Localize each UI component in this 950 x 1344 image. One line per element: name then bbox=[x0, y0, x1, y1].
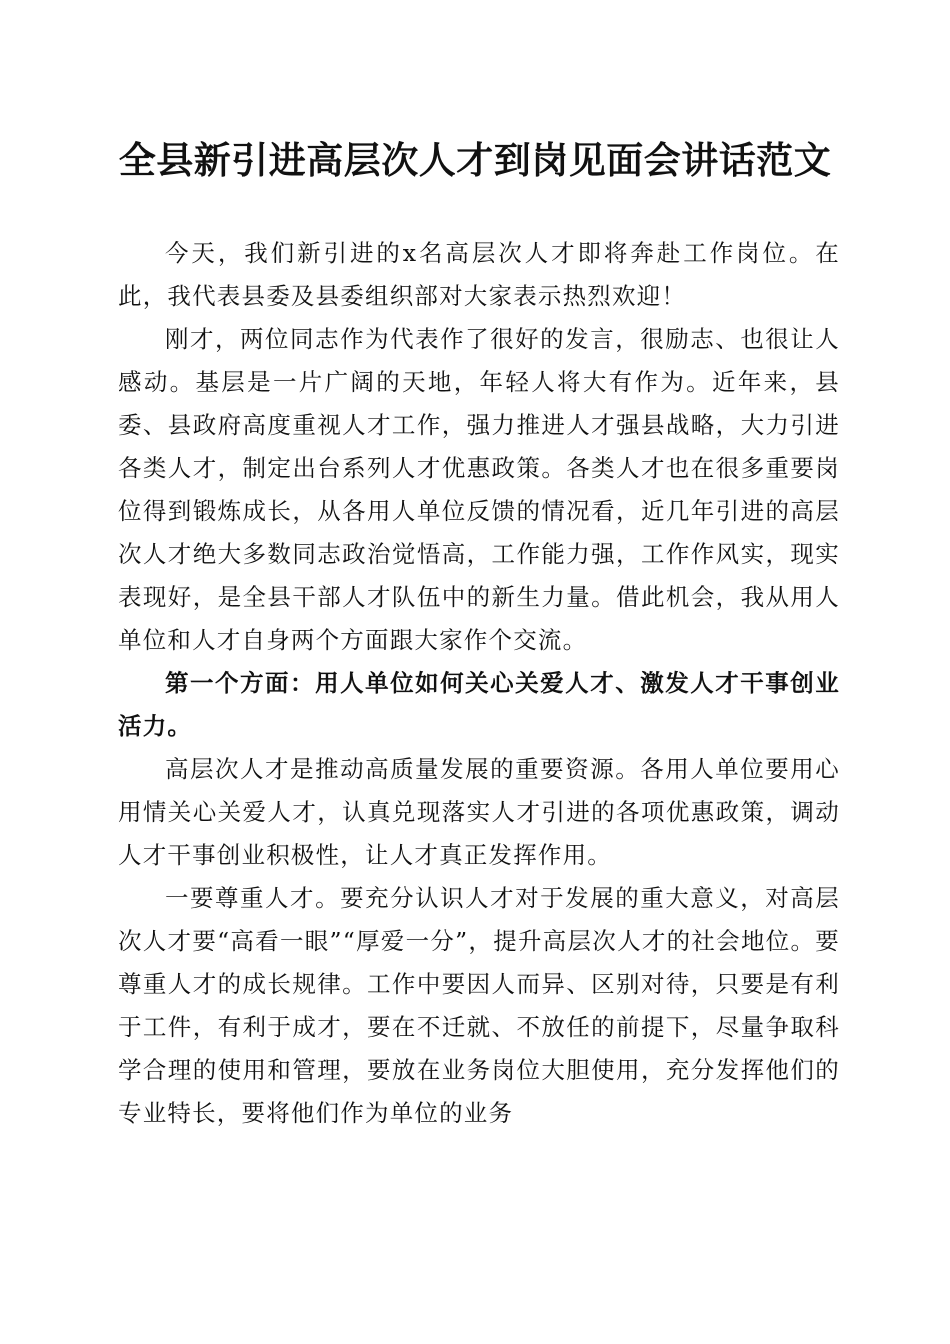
section-heading-first-aspect: 第一个方面：用人单位如何关心关爱人才、激发人才干事创业活力。 bbox=[118, 669, 840, 740]
paragraph-achievements: 刚才，两位同志作为代表作了很好的发言，很励志、也很让人感动。基层是一片广阔的天地，年轻人将大有作为。近年来，县委、县政府高度重视人才工作，强力推进人才强县战略，大力引进各类人才，制定出台系列人才优惠政策。各类人才也在很多重要岗位得到锻炼成长，从各用人单位反馈的情况看，近几年引进的高层次人才绝大多数同志政治觉悟高，工作能力强，工作作风实，现实表现好，是全县干部人才队伍中的新生力量。借此机会，我从用人单位和人才自身两个方面跟大家作个交流。 bbox=[118, 325, 840, 654]
document-title: 全县新引进高层次人才到岗见面会讲话范文 bbox=[118, 138, 832, 182]
paragraph-talent-resources: 高层次人才是推动高质量发展的重要资源。各用人单位要用心用情关心关爱人才，认真兑现落实人才引进的各项优惠政策，调动人才干事创业积极性，让人才真正发挥作用。 bbox=[118, 755, 840, 869]
paragraph-welcome: 今天，我们新引进的x名高层次人才即将奔赴工作岗位。在此，我代表县委及县委组织部对大家表示热烈欢迎！ bbox=[118, 239, 840, 310]
paragraph-respect-talent: 一要尊重人才。要充分认识人才对于发展的重大意义，对高层次人才要“高看一眼”“厚爱一分”，提升高层次人才的社会地位。要尊重人才的成长规律。工作中要因人而异、区别对待，只要是有利于工件，有利于成才，要在不迁就、不放任的前提下，尽量争取科学合理的使用和管理，要放在业务岗位大胆使用，充分发挥他们的专业特长，要将他们作为单位的业务 bbox=[118, 884, 840, 1127]
document-body bbox=[118, 232, 840, 1135]
